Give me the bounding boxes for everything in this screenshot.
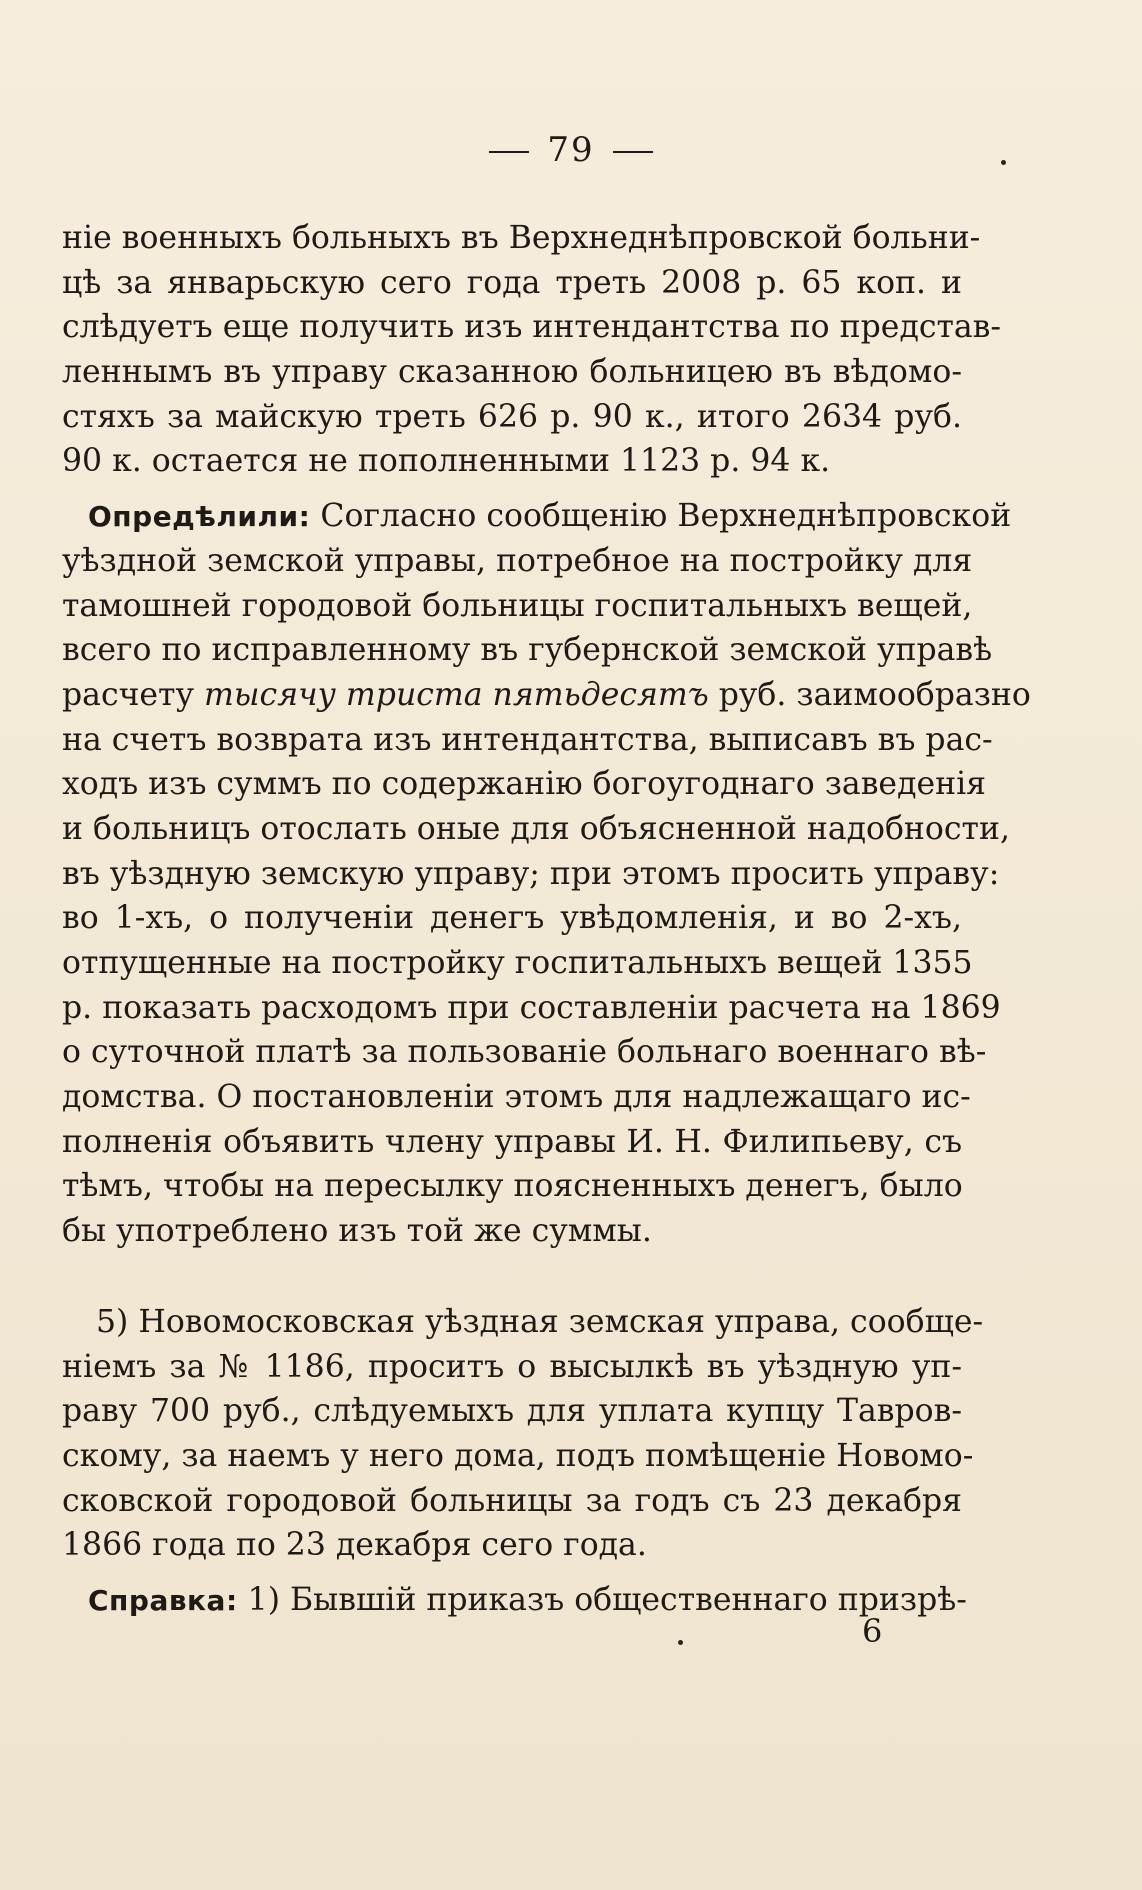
text-line: всего по исправленному въ губернской земской управѣ bbox=[62, 632, 993, 669]
sum-words: тысячу триста пятьдесятъ bbox=[204, 676, 709, 713]
text-line: полненія объявить члену управы И. Н. Филипьеву, съ bbox=[62, 1123, 962, 1160]
text-line: 90 к. остается не пополненными 1123 р. 94 к. bbox=[62, 443, 831, 480]
item-first-line bbox=[62, 1300, 984, 1345]
signature-mark: 6 bbox=[862, 1612, 883, 1650]
text-line: домства. О постановленіи этомъ для надлежащаго ис- bbox=[62, 1079, 971, 1116]
sum-prefix: расчету bbox=[62, 676, 195, 713]
text-line: во 1-хъ, о полученіи денегъ увѣдомленія, и во 2-хъ, bbox=[62, 900, 962, 937]
text-line: ніе военныхъ больныхъ въ Верхнеднѣпровской больни- bbox=[62, 220, 981, 256]
text-line: раву 700 руб., слѣдуемыхъ для уплата купцу Тавров- bbox=[62, 1393, 962, 1430]
sum-suffix: руб. заимообразно bbox=[718, 676, 1031, 713]
sum-line bbox=[62, 673, 1031, 718]
text-line: на счетъ возврата изъ интендантства, выписавъ въ рас- bbox=[62, 721, 993, 758]
text-line: 1866 года по 23 декабря сего года. bbox=[62, 1527, 647, 1564]
resolution-label: Опредѣлили: bbox=[88, 500, 311, 534]
header-dash-right bbox=[613, 151, 653, 153]
page-header bbox=[0, 130, 1142, 170]
text-line: бы употреблено изъ той же суммы. bbox=[62, 1213, 652, 1250]
text-line: тамошней городовой больницы госпитальныхъ вещей, bbox=[62, 587, 973, 624]
text-line: о суточной платѣ за пользованіе больнаго военнаго вѣ- bbox=[62, 1034, 987, 1071]
item-first-line-text: 5) Новомосковская уѣздная земская управа, сообще- bbox=[96, 1304, 984, 1340]
text-block-1 bbox=[62, 216, 1031, 1254]
text-line: уѣздной земской управы, потребное на постройку для bbox=[62, 542, 973, 579]
text-line: стяхъ за майскую треть 626 р. 90 к., итого 2634 руб. bbox=[62, 398, 962, 435]
reference-label: Справка: bbox=[88, 1584, 238, 1618]
header-dash-left bbox=[489, 151, 529, 153]
reference-text: 1) Бывшій приказъ общественнаго призрѣ- bbox=[247, 1582, 967, 1619]
text-line: и больницъ отослать оные для объясненной надобности, bbox=[62, 810, 1010, 847]
text-line: ніемъ за № 1186, проситъ о высылкѣ въ уѣздную уп- bbox=[62, 1348, 962, 1385]
text-line: сковской городовой больницы за годъ съ 23 декабря bbox=[62, 1482, 962, 1519]
text-line: тѣмъ, чтобы на пересылку поясненныхъ денегъ, было bbox=[62, 1168, 963, 1205]
text-line: цѣ за январьскую сего года треть 2008 р. 65 коп. и bbox=[62, 264, 962, 301]
text-line: ходъ изъ суммъ по содержанію богоугоднаго заведенія bbox=[62, 766, 987, 803]
reference-line bbox=[62, 1578, 967, 1623]
text-line: въ уѣздную земскую управу; при этомъ просить управу: bbox=[62, 855, 1000, 892]
text-block-2 bbox=[62, 1300, 984, 1623]
text-line: слѣдуетъ еще получить изъ интендантства по представ- bbox=[62, 309, 1002, 346]
text-line: р. показать расходомъ при составленіи расчета на 1869 bbox=[62, 989, 1001, 1026]
text-line: скому, за наемъ у него дома, подъ помѣщеніе Новомо- bbox=[62, 1438, 974, 1475]
text-line: отпущенные на постройку госпитальныхъ вещей 1355 bbox=[62, 945, 973, 981]
resolution-first-line-text: Согласно сообщенію Верхнеднѣпровской bbox=[320, 498, 1012, 535]
resolution-first-line bbox=[62, 494, 1012, 539]
page-number: 79 bbox=[547, 130, 595, 170]
ink-speck bbox=[678, 1640, 683, 1645]
text-line: леннымъ въ управу сказанною больницею въ вѣдомо- bbox=[62, 354, 962, 391]
